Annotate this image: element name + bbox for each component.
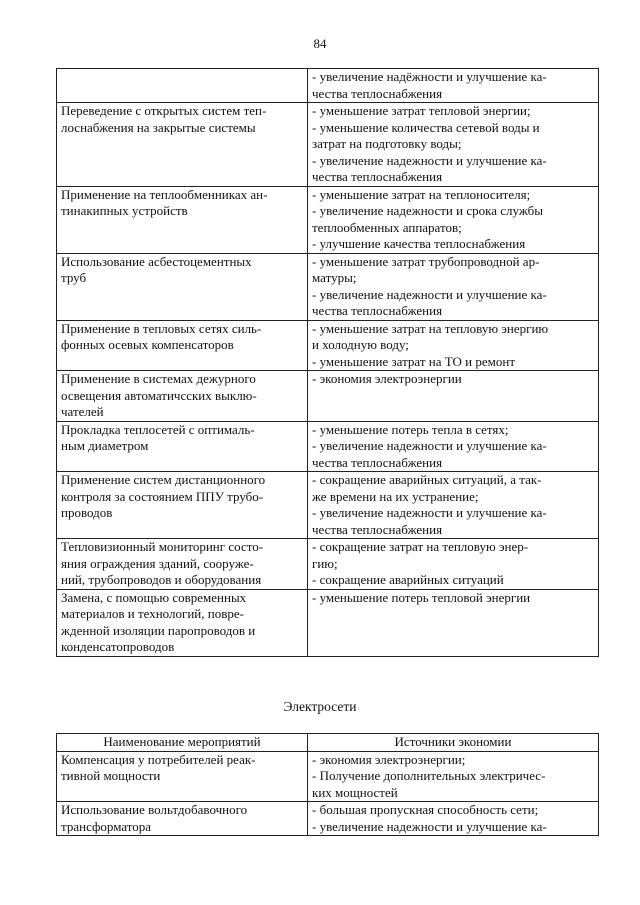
measure-text-line: тинакипных устройств xyxy=(61,203,188,218)
table-row xyxy=(57,589,599,656)
savings-text-line: - уменьшение затрат на ТО и ремонт xyxy=(312,353,516,369)
table-row xyxy=(57,253,599,320)
savings-text-line: - сокращение затрат на тепловую энер- xyxy=(312,539,529,554)
savings-text-line: матуры; xyxy=(312,270,357,285)
measure-text-line: Компенсация у потребителей реак- xyxy=(61,751,256,767)
savings-text-line: - уменьшение затрат на теплоносителя; xyxy=(312,186,531,202)
measure-text-line: Использование вольтдобавочного xyxy=(61,802,248,817)
table-row xyxy=(57,421,599,472)
savings-text-line: - большая пропускная способность сети; xyxy=(312,802,539,817)
savings-text-line: - увеличение надежности и улучшение ка- xyxy=(312,152,547,168)
savings-text-line: гию; xyxy=(312,555,338,571)
savings-text-line: - уменьшение затрат на тепловую энергию xyxy=(312,320,549,336)
measure-text-line: конденсатопроводов xyxy=(61,639,175,654)
savings-text-line: - сокращение аварийных ситуаций, а так- xyxy=(312,472,542,487)
table-row xyxy=(57,539,599,590)
savings-cell xyxy=(308,186,599,253)
measure-text-line: Прокладка теплосетей с оптималь- xyxy=(61,421,255,437)
savings-text-line: же времени на их устранение; xyxy=(312,488,479,504)
measure-cell xyxy=(57,320,308,371)
savings-cell xyxy=(308,539,599,590)
savings-text-line: - увеличение надежности и срока службы xyxy=(312,203,543,218)
measure-text-line: лоснабжения на закрытые системы xyxy=(61,119,256,135)
measure-cell xyxy=(57,421,308,472)
measure-text-line: жденной изоляции паропроводов и xyxy=(61,622,256,638)
savings-text-line: - уменьшение количества сетевой воды и xyxy=(312,119,540,135)
savings-text-line: - увеличение надежности и улучшение ка- xyxy=(312,505,547,520)
measures-table-heat-body xyxy=(57,69,599,657)
savings-text-line: - экономия электроэнергии; xyxy=(312,751,466,767)
savings-text-line: чества теплоснабжения xyxy=(312,303,443,318)
section-title-electric-networks: Электросети xyxy=(283,699,357,714)
table-row xyxy=(57,802,599,836)
measure-text-line: яния ограждения зданий, сооруже- xyxy=(61,555,254,571)
savings-text-line: - уменьшение затрат трубопроводной ар- xyxy=(312,253,540,269)
table-row xyxy=(57,320,599,371)
table-row xyxy=(57,472,599,539)
measure-cell xyxy=(57,371,308,422)
savings-text-line: - уменьшение потерь тепловой энергии xyxy=(312,589,531,605)
measure-text-line: ным диаметром xyxy=(61,438,149,453)
savings-cell xyxy=(308,472,599,539)
measure-text-line: проводов xyxy=(61,505,113,520)
measure-text-line: Замена, с помощью современных xyxy=(61,589,247,605)
savings-text-line: - увеличение надёжности и улучшение ка- xyxy=(312,69,547,84)
savings-text-line: - увеличение надежности и улучшение ка- xyxy=(312,818,547,834)
measure-text-line: тивной мощности xyxy=(61,768,161,783)
measure-cell xyxy=(57,539,308,590)
table-row xyxy=(57,751,599,802)
savings-cell xyxy=(308,320,599,371)
measure-text-line: материалов и технологий, повре- xyxy=(61,606,244,621)
savings-cell xyxy=(308,802,599,836)
savings-text-line: - увеличение надежности и улучшение ка- xyxy=(312,286,547,302)
savings-text-line: чества теплоснабжения xyxy=(312,85,443,101)
savings-text-line: - Получение дополнительных электричес- xyxy=(312,768,546,783)
measure-cell xyxy=(57,69,308,103)
column-header-measures: Наименование мероприятий xyxy=(57,734,308,752)
measure-cell xyxy=(57,802,308,836)
measures-table-electric xyxy=(56,733,599,836)
measure-cell xyxy=(57,186,308,253)
measure-text-line: Использование асбестоцементных xyxy=(61,253,252,269)
measure-text-line: труб xyxy=(61,270,87,285)
savings-text-line: затрат на подготовку воды; xyxy=(312,136,462,151)
table-row xyxy=(57,371,599,422)
savings-text-line: - увеличение надежности и улучшение ка- xyxy=(312,438,547,453)
savings-text-line: ких мощностей xyxy=(312,784,398,800)
table-row xyxy=(57,186,599,253)
savings-text-line: - сокращение аварийных ситуаций xyxy=(312,572,504,587)
measures-table-heat xyxy=(56,68,599,657)
measure-text-line: чателей xyxy=(61,404,104,419)
savings-text-line: теплообменных аппаратов; xyxy=(312,219,462,235)
table-header-row xyxy=(57,734,599,752)
measure-text-line: Тепловизионный мониторинг состо- xyxy=(61,539,264,554)
savings-cell xyxy=(308,589,599,656)
savings-cell xyxy=(308,69,599,103)
savings-text-line: - улучшение качества теплоснабжения xyxy=(312,236,526,251)
measure-text-line: Применение систем дистанционного xyxy=(61,472,266,487)
measure-text-line: трансформатора xyxy=(61,818,152,834)
measure-cell xyxy=(57,103,308,187)
measure-text-line: контроля за состоянием ППУ трубо- xyxy=(61,488,264,504)
savings-cell xyxy=(308,371,599,422)
savings-cell xyxy=(308,253,599,320)
measure-text-line: Переведение с открытых систем теп- xyxy=(61,103,267,118)
measure-cell xyxy=(57,472,308,539)
savings-text-line: - уменьшение потерь тепла в сетях; xyxy=(312,421,509,437)
savings-text-line: - уменьшение затрат тепловой энергии; xyxy=(312,103,531,118)
table-row xyxy=(57,69,599,103)
measure-text-line: ний, трубопроводов и оборудования xyxy=(61,572,262,587)
measure-cell xyxy=(57,751,308,802)
savings-cell xyxy=(308,103,599,187)
savings-text-line: чества теплоснабжения xyxy=(312,521,443,537)
savings-text-line: и холодную воду; xyxy=(312,337,409,352)
measure-text-line: Применение на теплообменниках ан- xyxy=(61,186,268,202)
savings-text-line: чества теплоснабжения xyxy=(312,169,443,184)
savings-text-line: - экономия электроэнергии xyxy=(312,371,462,386)
savings-text-line: чества теплоснабжения xyxy=(312,454,443,470)
measure-text-line: освещения автоматичсских выклю- xyxy=(61,387,257,403)
measure-text-line: Применение в системах дежурного xyxy=(61,371,256,386)
table-row xyxy=(57,103,599,187)
savings-cell xyxy=(308,751,599,802)
measure-cell xyxy=(57,589,308,656)
measure-cell xyxy=(57,253,308,320)
column-header-savings-sources: Источники экономии xyxy=(308,734,599,752)
measures-table-electric-body xyxy=(57,751,599,836)
measure-text-line: фонных осевых компенсаторов xyxy=(61,337,234,352)
measure-text-line: Применение в тепловых сетях силь- xyxy=(61,320,262,336)
savings-cell xyxy=(308,421,599,472)
page-number: 84 xyxy=(313,36,327,51)
